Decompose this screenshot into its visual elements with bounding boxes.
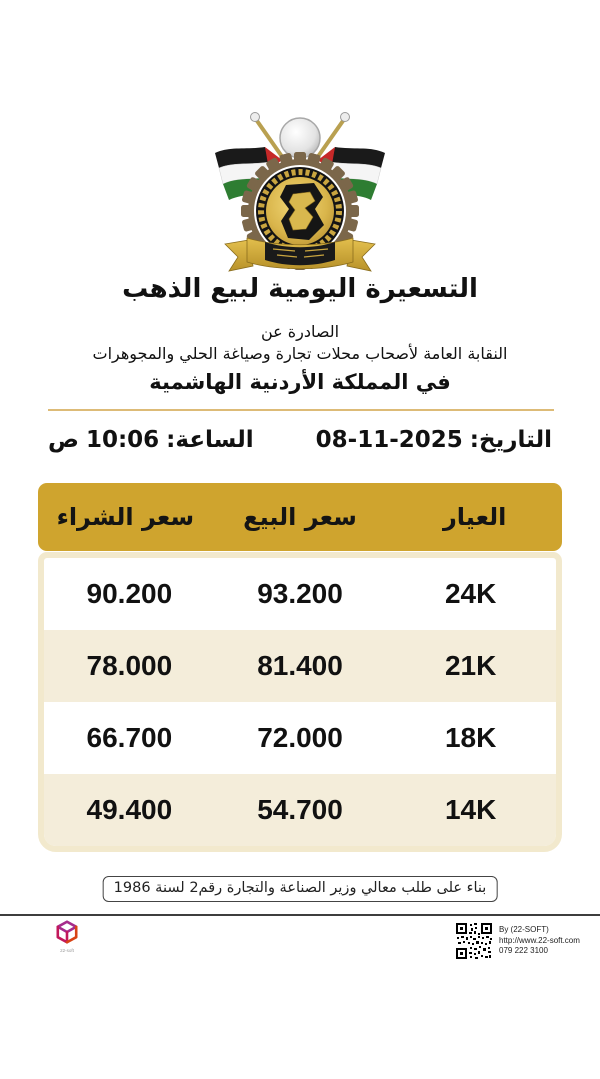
price-table-header: [38, 483, 562, 551]
karat-cell: 21K: [444, 650, 497, 681]
buy-cell: 78.000: [86, 650, 173, 681]
gold-divider: [48, 409, 554, 411]
credit-by: By (22-SOFT): [499, 925, 549, 934]
time-label: الساعة:: [166, 427, 254, 453]
date-label: التاريخ:: [469, 427, 552, 453]
karat-cell: 14K: [444, 794, 497, 825]
emblem-svg: [185, 108, 415, 273]
time-suffix: ص: [48, 427, 79, 453]
column-header-sell: سعر البيع: [243, 503, 357, 531]
column-header-buy: سعر الشراء: [56, 503, 195, 531]
karat-cell: 24K: [444, 578, 497, 609]
footer-divider: [0, 914, 600, 916]
sell-cell: 93.200: [257, 578, 343, 609]
buy-cell: 49.400: [86, 794, 173, 825]
table-row: [44, 702, 556, 774]
22soft-cube-logo-icon: [50, 919, 84, 953]
credit-phone: 079 222 3100: [499, 946, 548, 955]
syndicate-emblem-icon: [185, 108, 415, 277]
time-value: 10:06: [85, 427, 160, 453]
credit-url: http://www.22-soft.com: [499, 935, 580, 945]
date-group: [316, 427, 552, 453]
time-group: [48, 427, 254, 453]
credit-block: [499, 925, 580, 957]
page-title: التسعيرة اليومية لبيع الذهب: [122, 274, 478, 304]
sell-cell: 81.400: [257, 650, 343, 681]
issued-by-label: الصادرة عن: [260, 322, 340, 341]
price-table-body: [38, 552, 562, 852]
column-header-karat: العيار: [442, 503, 507, 531]
table-row: [44, 774, 556, 846]
cube-logo-caption: 22-soft: [60, 948, 74, 953]
sell-cell: 54.700: [257, 794, 343, 825]
date-value: 08-11-2025: [315, 427, 463, 453]
issuer-name: النقابة العامة لأصحاب محلات تجارة وصياغة الحلي والمجوهرات: [92, 344, 508, 363]
table-row: [44, 630, 556, 702]
table-row: [44, 558, 556, 630]
buy-cell: 90.200: [86, 578, 173, 609]
sell-cell: 72.000: [257, 722, 343, 753]
datetime-row: [0, 427, 600, 453]
qr-code-icon: [455, 922, 493, 964]
buy-cell: 66.700: [86, 722, 173, 753]
ministerial-note: بناء على طلب معالي وزير الصناعة والتجارة رقم2 لسنة 1986: [103, 876, 498, 902]
karat-cell: 18K: [444, 722, 497, 753]
country-line: في المملكة الأردنية الهاشمية: [149, 370, 451, 394]
